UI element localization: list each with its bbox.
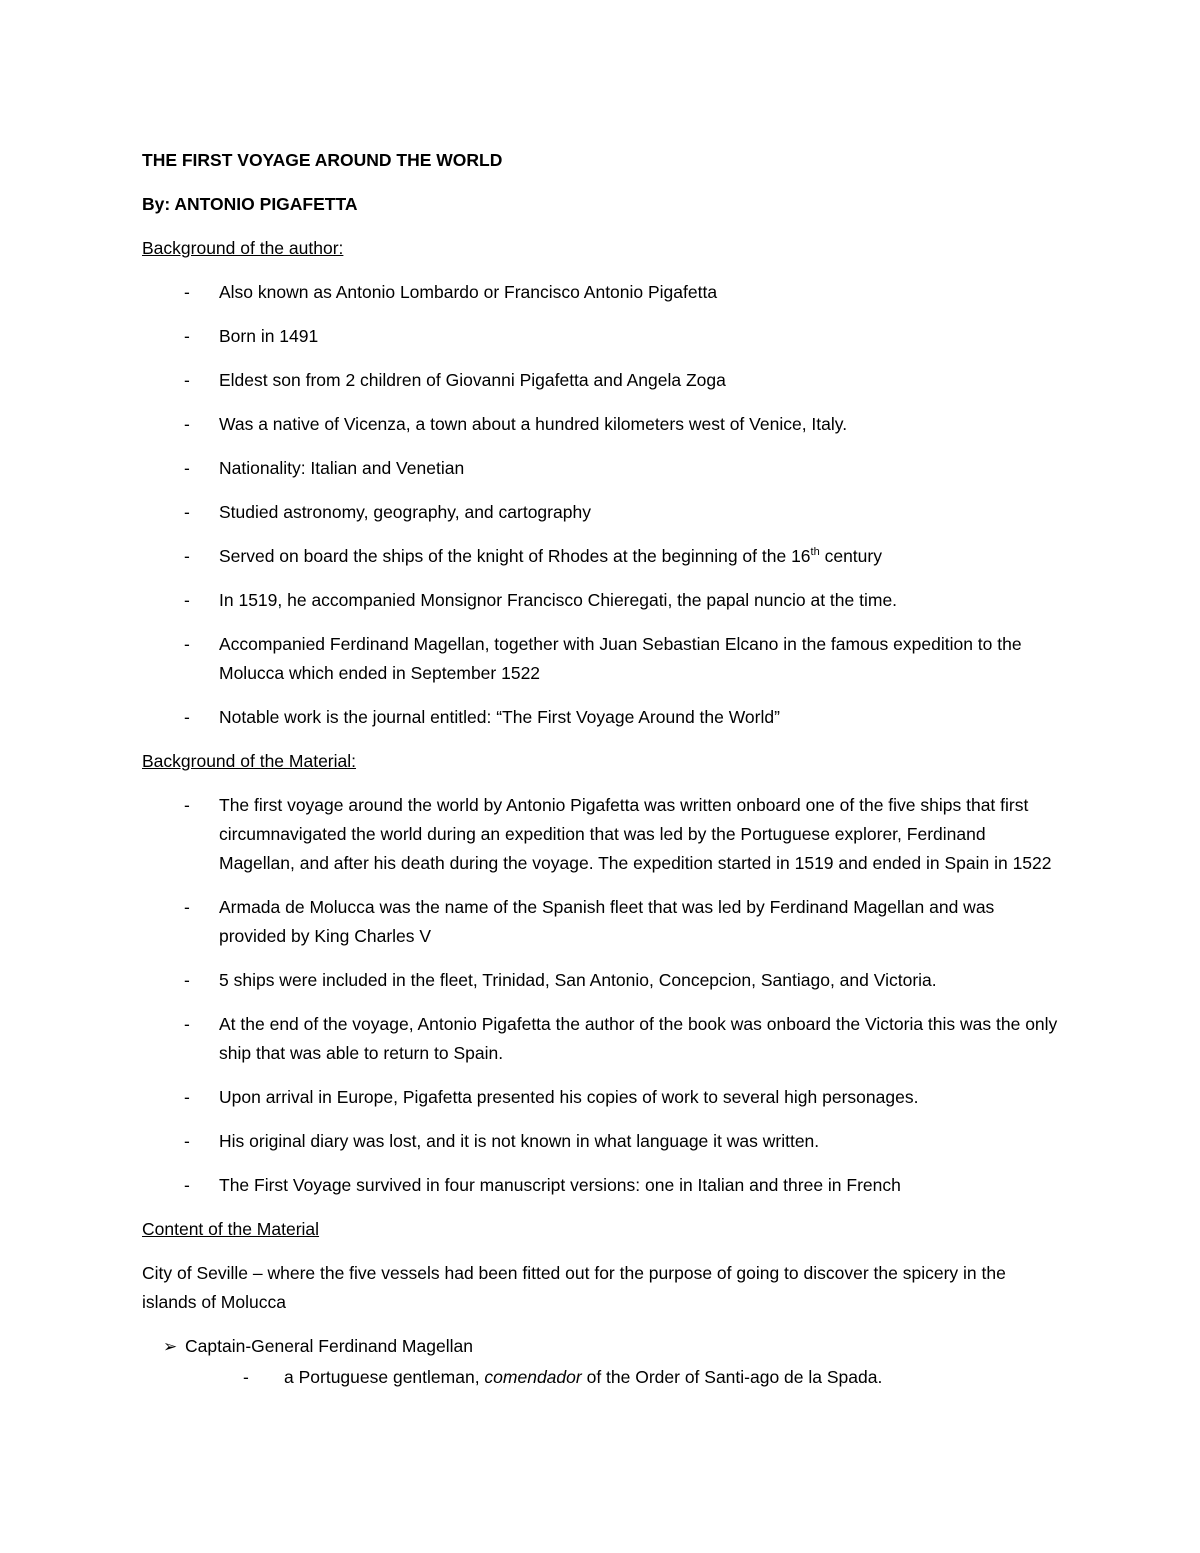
list-item: - The first voyage around the world by Antonio Pigafetta was written onboard one of the five ships that first circumnavigated the world during an expedition that was led by the Portuguese explorer, Ferdinand Magellan, and after his death during the voyage. The expedition started in 1519 and ended in Spain in 1522	[142, 791, 1062, 878]
dash-bullet: -	[184, 897, 190, 917]
list-item: - Notable work is the journal entitled: “The First Voyage Around the World”	[142, 703, 1062, 732]
list-item: - Nationality: Italian and Venetian	[142, 454, 1062, 483]
dash-bullet: -	[184, 1131, 190, 1151]
dash-bullet: -	[184, 414, 190, 434]
list-item: - Eldest son from 2 children of Giovanni Pigafetta and Angela Zoga	[142, 366, 1062, 395]
list-item: - Born in 1491	[142, 322, 1062, 351]
list-item: - In 1519, he accompanied Monsignor Francisco Chieregati, the papal nuncio at the time.	[142, 586, 1062, 615]
section-heading-material: Background of the Material:	[142, 751, 357, 771]
arrow-bullet-icon: ➢	[163, 1337, 178, 1356]
list-item: - Studied astronomy, geography, and cartography	[142, 498, 1062, 527]
list-item: - Accompanied Ferdinand Magellan, together with Juan Sebastian Elcano in the famous expedition to the Molucca which ended in September 1522	[142, 630, 1062, 688]
document-title: THE FIRST VOYAGE AROUND THE WORLD	[142, 150, 503, 170]
dash-bullet: -	[184, 1087, 190, 1107]
dash-bullet: -	[243, 1367, 249, 1387]
dash-bullet: -	[184, 370, 190, 390]
list-item: - Served on board the ships of the knight of Rhodes at the beginning of the 16th century	[142, 542, 1062, 571]
material-list	[142, 791, 1062, 1200]
author-list	[142, 278, 1062, 732]
dash-bullet: -	[184, 282, 190, 302]
list-item: - Was a native of Vicenza, a town about a hundred kilometers west of Venice, Italy.	[142, 410, 1062, 439]
dash-bullet: -	[184, 1175, 190, 1195]
list-item: - Also known as Antonio Lombardo or Francisco Antonio Pigafetta	[142, 278, 1062, 307]
section-heading-content: Content of the Material	[142, 1219, 320, 1239]
list-item: - His original diary was lost, and it is not known in what language it was written.	[142, 1127, 1062, 1156]
dash-bullet: -	[184, 634, 190, 654]
italic-term: comendador	[484, 1367, 582, 1387]
list-item: - Upon arrival in Europe, Pigafetta presented his copies of work to several high personages.	[142, 1083, 1062, 1112]
list-item: - The First Voyage survived in four manuscript versions: one in Italian and three in French	[142, 1171, 1062, 1200]
section-heading-author: Background of the author:	[142, 238, 344, 258]
document-body	[142, 146, 1062, 1392]
dash-bullet: -	[184, 502, 190, 522]
dash-bullet: -	[184, 326, 190, 346]
dash-bullet: -	[184, 458, 190, 478]
dash-bullet: -	[184, 1014, 190, 1034]
arrow-list-item: ➢ Captain-General Ferdinand Magellan	[142, 1332, 1062, 1361]
dash-bullet: -	[184, 707, 190, 727]
list-item: - At the end of the voyage, Antonio Pigafetta the author of the book was onboard the Victoria this was the only ship that was able to return to Spain.	[142, 1010, 1062, 1068]
document-byline: By: ANTONIO PIGAFETTA	[142, 194, 358, 214]
dash-bullet: -	[184, 970, 190, 990]
dash-bullet: -	[184, 795, 190, 815]
dash-bullet: -	[184, 590, 190, 610]
list-item: - Armada de Molucca was the name of the Spanish fleet that was led by Ferdinand Magellan and was provided by King Charles V	[142, 893, 1062, 951]
list-item: - 5 ships were included in the fleet, Trinidad, San Antonio, Concepcion, Santiago, and Victoria.	[142, 966, 1062, 995]
dash-bullet: -	[184, 546, 190, 566]
sub-list-item: - a Portuguese gentleman, comendador of the Order of Santi-ago de la Spada.	[142, 1363, 1062, 1392]
content-paragraph: City of Seville – where the five vessels had been fitted out for the purpose of going to discover the spicery in the islands of Molucca	[142, 1263, 1006, 1312]
superscript: th	[810, 546, 820, 559]
